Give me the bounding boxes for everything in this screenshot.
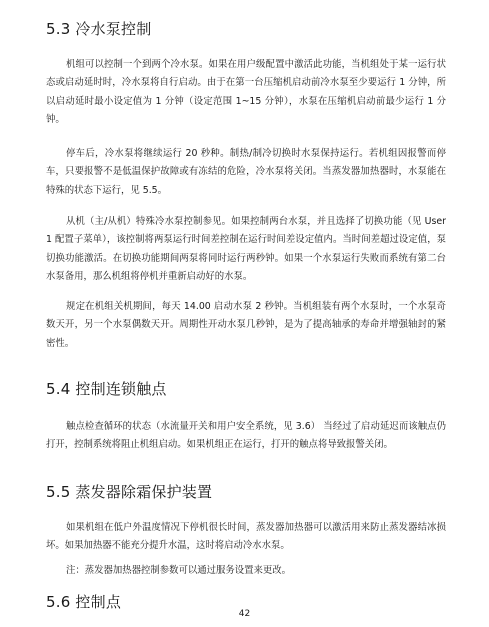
paragraph: 停车后，冷水泵将继续运行 20 秒种。制热/制冷切换时水泵保持运行。若机组因报警而停车，只要报警不是低温保护故障或有冻结的危险，冷水泵将关闭。当蒸发器加热器时，水泵能在特殊的状态下运行，见 5.5。 — [46, 148, 446, 196]
paragraph: 规定在机组关机期间，每天 14.00 启动水泵 2 秒钟。当机组装有两个水泵时，一个水泵奇数天开，另一个水泵偶数天开。周期性开动水泵几秒钟，是为了提高轴承的寿命并增强轴封的紧密性。 — [46, 301, 446, 349]
section-heading-5-6: 5.6 控制点 — [46, 593, 122, 611]
section-heading-5-4: 5.4 控制连锁触点 — [46, 380, 167, 398]
paragraph: 触点检查循环的状态（水流量开关和用户安全系统，见 3.6） 当经过了启动延迟而该触点仍打开，控制系统将阻止机组启动。如果机组正在运行，打开的触点将导致报警关闭。 — [46, 421, 446, 451]
paragraph: 从机（主/从机）特殊冷水泵控制参见。如果控制两台水泵，并且选择了切换功能（见 User1 配置子菜单），该控制将两泵运行时间差控制在运行时间差设定值内。当时间差超过设定值，泵切换功能激活。在切换功能期间两泵将同时运行两秒钟。如果一个水泵运行失败而系统有第二台水泵备用，那么机组将停机并重新启动好的水泵。 — [46, 216, 446, 283]
section-heading-5-5: 5.5 蒸发器除霜保护装置 — [46, 483, 213, 501]
note-paragraph: 注：蒸发器加热器控制参数可以通过服务设置来更改。 — [66, 565, 292, 576]
paragraph: 机组可以控制一个到两个冷水泵。如果在用户级配置中激活此功能，当机组处于某一运行状态或启动延时时，冷水泵将自行启动。由于在第一台压缩机启动前冷水泵至少要运行 1 分钟，所以启动延时最小设定值为 1 分钟（设定范围 1~15 分钟），水泵在压缩机启动前最少运行 1 分钟。 — [46, 59, 446, 126]
paragraph: 如果机组在低户外温度情况下停机很长时间，蒸发器加热器可以激活用来防止蒸发器结冰损坏。如果加热器不能充分提升水温，这时将启动冷水水泵。 — [46, 522, 446, 552]
page-number: 42 — [238, 609, 251, 619]
section-heading-5-3: 5.3 冷水泵控制 — [46, 20, 152, 38]
